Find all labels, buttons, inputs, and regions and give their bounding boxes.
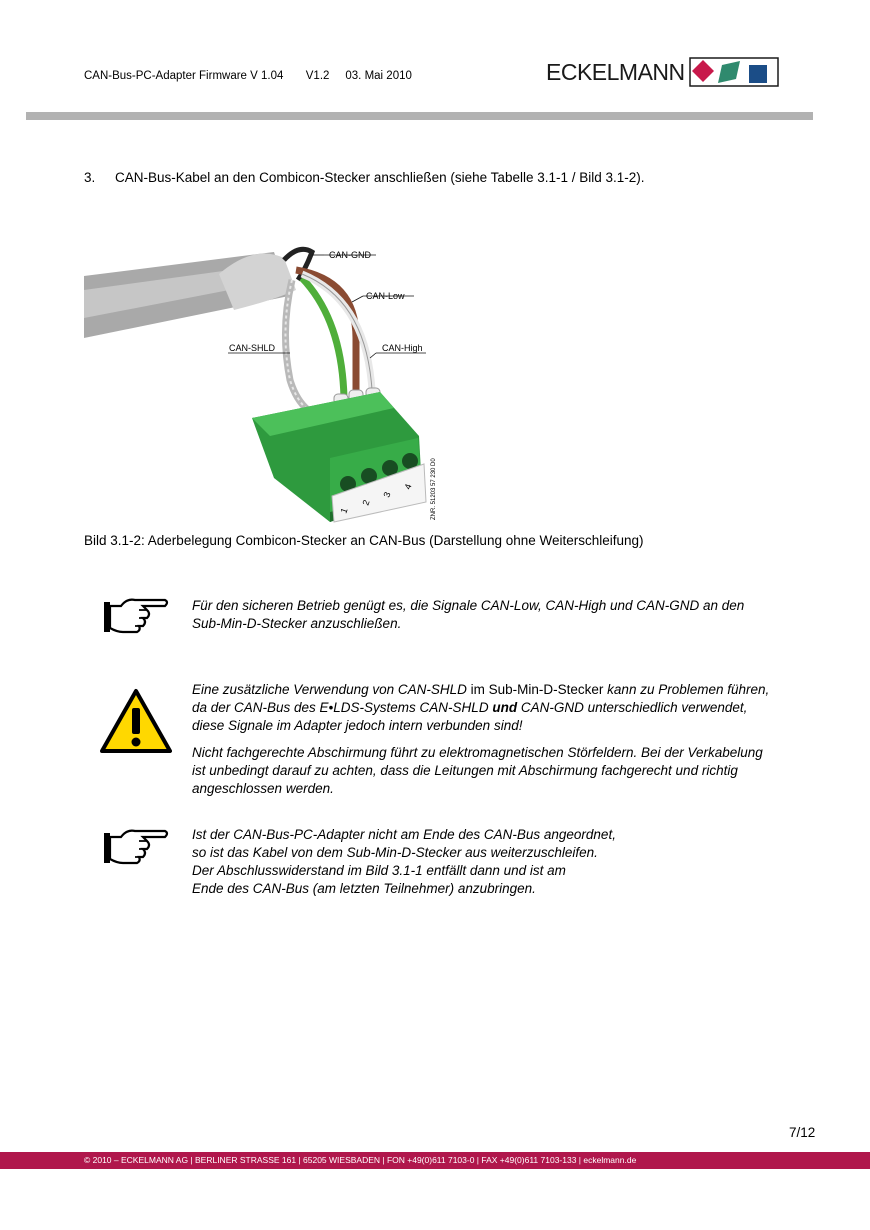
warning-text-emphasis: und [492,700,518,715]
step-3 [84,170,645,185]
warning-text-part: CAN-GND unterschiedlich verwendet, diese Signale im Adapter jedoch intern verbunden sind! [192,700,748,733]
footer-text: © 2010 – ECKELMANN AG | BERLINER STRASSE 161 | 65205 WIESBADEN | FON +49(0)611 7103-0 | FAX +49(0)611 7103-133 | eckelmann.de [84,1155,637,1165]
pin-number: 1 [338,506,350,515]
combicon-connector-figure [84,240,454,525]
logo-squares-icon [689,57,779,87]
note-shield-warning [192,681,772,735]
note-line: so ist das Kabel von dem Sub-Min-D-Stecker aus weiterzuschleifen. [192,845,598,860]
warning-text-part: Sub-Min-D-Stecker [484,682,608,697]
note-line: Ist der CAN-Bus-PC-Adapter nicht am Ende des CAN-Bus angeordnet, [192,827,616,842]
step-number: 3. [84,170,96,185]
pin-number: 2 [360,498,372,507]
note-safe-operation: Für den sicheren Betrieb genügt es, die Signale CAN-Low, CAN-High und CAN-GND an den Sub-Min-D-Stecker anzuschließen. [192,598,745,631]
warning-text-part: kann zu Problemen führen, da der CAN-Bus des E•LDS-Systems CAN-SHLD [192,682,770,715]
label-can-low: CAN-Low [366,291,405,301]
part-number: ZNR. 51203 57 230 D0 [431,458,437,520]
note-line: Ende des CAN-Bus (am letzten Teilnehmer) anzubringen. [192,881,536,896]
note-loop-through [192,826,752,898]
logo-text: ECKELMANN [546,58,685,85]
label-can-high: CAN-High [382,343,423,353]
figure-caption: Bild 3.1-2: Aderbelegung Combicon-Stecker an CAN-Bus (Darstellung ohne Weiterschleifung) [84,533,644,548]
note-shielding: Nicht fachgerechte Abschirmung führt zu elektromagnetischen Störfeldern. Bei der Verkabelung ist unbedingt darauf zu achten, dass die Leitungen mit Abschirmung fachgerecht und richtig angeschlossen werden. [192,745,763,796]
step-text: CAN-Bus-Kabel an den Combicon-Stecker anschließen (siehe Tabelle 3.1-1 / Bild 3.1-2). [115,170,645,185]
warning-icon [100,688,172,754]
document-header: CAN-Bus-PC-Adapter Firmware V 1.04 V1.2 03. Mai 2010 [84,70,412,82]
eckelmann-logo [546,57,779,87]
note-line: Der Abschlusswiderstand im Bild 3.1-1 entfällt dann und ist am [192,863,566,878]
header-divider [26,112,813,120]
pointing-hand-icon [103,596,170,636]
page-number: 7/12 [789,1125,816,1140]
warning-text-part: Eine zusätzliche Verwendung von CAN-SHLD [192,682,471,697]
warning-text-part: im [470,682,485,697]
label-can-gnd: CAN-GND [329,250,371,260]
pointing-hand-icon [103,827,170,867]
label-can-shld: CAN-SHLD [229,343,276,353]
pin-number: 4 [402,482,414,491]
pin-number: 3 [381,490,393,499]
